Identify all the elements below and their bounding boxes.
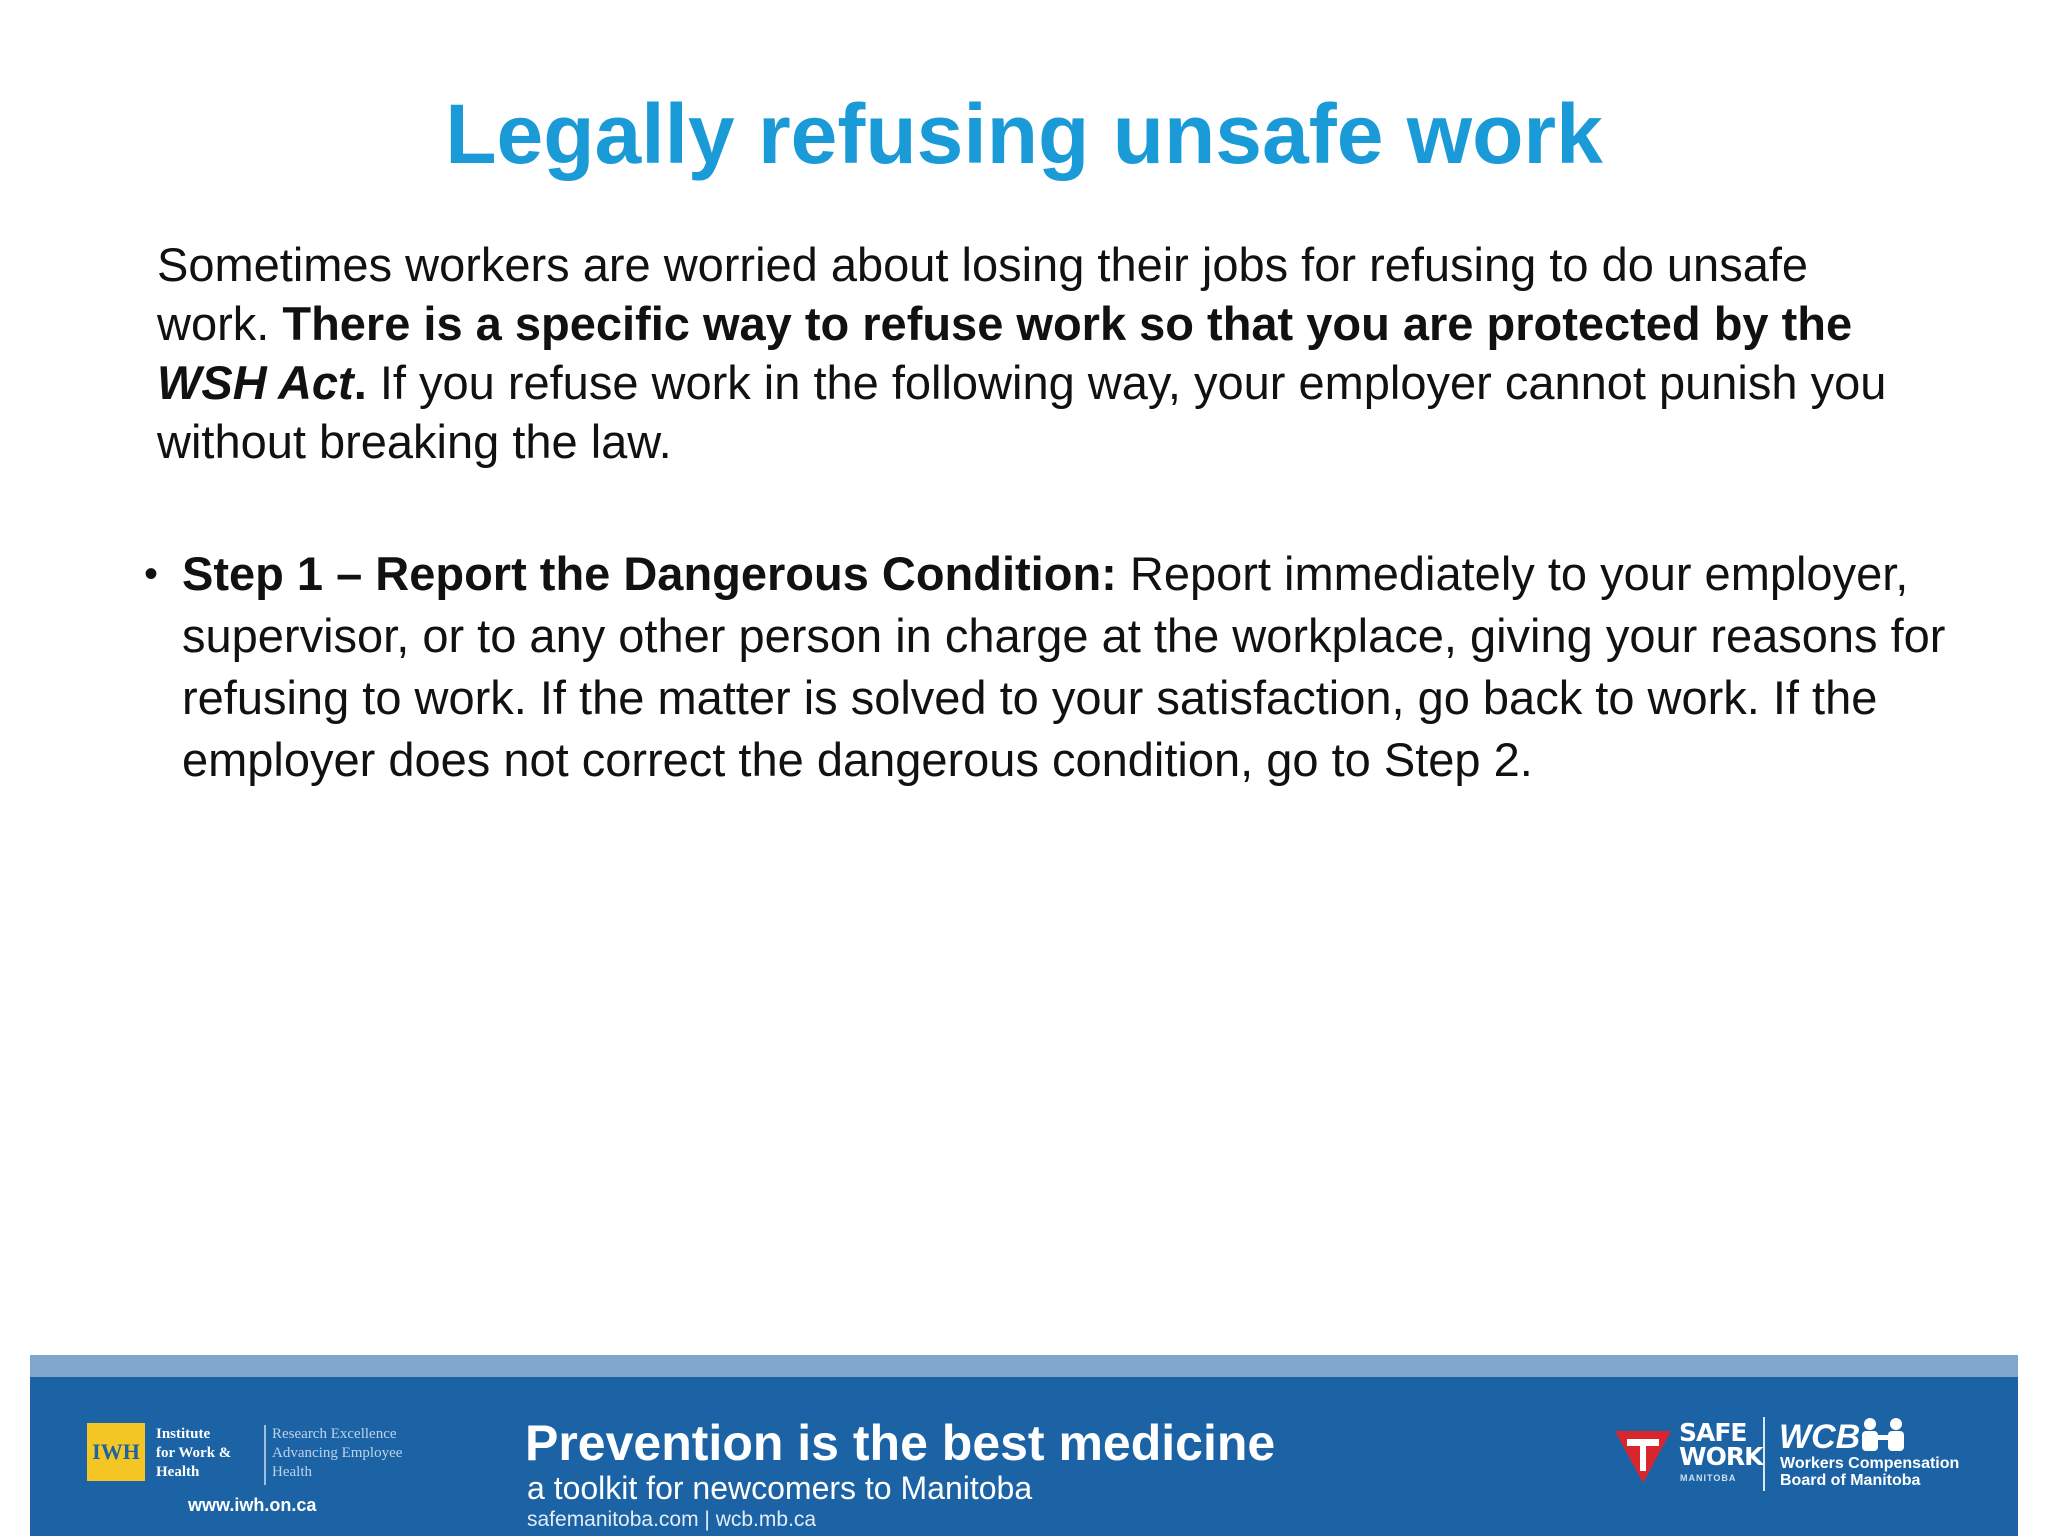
safe-work-sub: MANITOBA bbox=[1680, 1473, 1737, 1483]
safe-work-text: SAFE WORK bbox=[1679, 1418, 1763, 1471]
intro-bold-text: There is a specific way to refuse work so that you are protected by the bbox=[282, 297, 1853, 350]
safe-work-logo-icon bbox=[1613, 1425, 1673, 1485]
iwh-url: www.iwh.on.ca bbox=[188, 1495, 317, 1515]
iwh-tagline: Research Excellence Advancing Employee Health bbox=[272, 1426, 403, 1480]
step-text: Report immediately to your employer, supervisor, or to any other person in charge at the workplace, giving your reasons for refusing to work. If the matter is solved to your satisfaction, go back to work. If the employer does not correct the dangerous condition, go to Step 2. bbox=[182, 547, 1946, 786]
intro-act-name bbox=[157, 356, 354, 409]
wcb-people-icon bbox=[1856, 1417, 1912, 1451]
intro-act-italic: WSH Act bbox=[157, 356, 354, 409]
step-heading: Step 1 – Report the Dangerous Condition: bbox=[182, 547, 1117, 600]
iwh-divider bbox=[264, 1425, 266, 1485]
iwh-logo-icon: IWH bbox=[87, 1423, 145, 1481]
intro-text: Sometimes workers are worried about losing their jobs for refusing to do unsafe work. bbox=[157, 238, 1809, 350]
footer-sites: safemanitoba.com | wcb.mb.ca bbox=[527, 1508, 817, 1531]
footer-top-stripe bbox=[30, 1355, 2018, 1377]
footer-tagline: Prevention is the best medicine bbox=[525, 1415, 1276, 1471]
wcb-name: Workers Compensation Board of Manitoba bbox=[1780, 1455, 1960, 1489]
iwh-name: Institute for Work & Health bbox=[156, 1426, 232, 1480]
intro-bold-period: . bbox=[353, 356, 367, 409]
wcb-logo-text: WCB bbox=[1779, 1418, 1861, 1456]
intro-text-end: If you refuse work in the following way, your employer cannot punish you without breaking the law. bbox=[157, 356, 1887, 468]
logo-divider bbox=[1763, 1417, 1765, 1491]
footer-banner bbox=[30, 1355, 2018, 1536]
list-item bbox=[144, 543, 1954, 791]
intro-paragraph bbox=[157, 235, 1917, 471]
footer-subtagline: a toolkit for newcomers to Manitoba bbox=[527, 1470, 1033, 1506]
bullet-marker: • bbox=[144, 552, 159, 596]
slide-title: Legally refusing unsafe work bbox=[445, 87, 1603, 181]
bullet-list bbox=[144, 543, 1954, 791]
